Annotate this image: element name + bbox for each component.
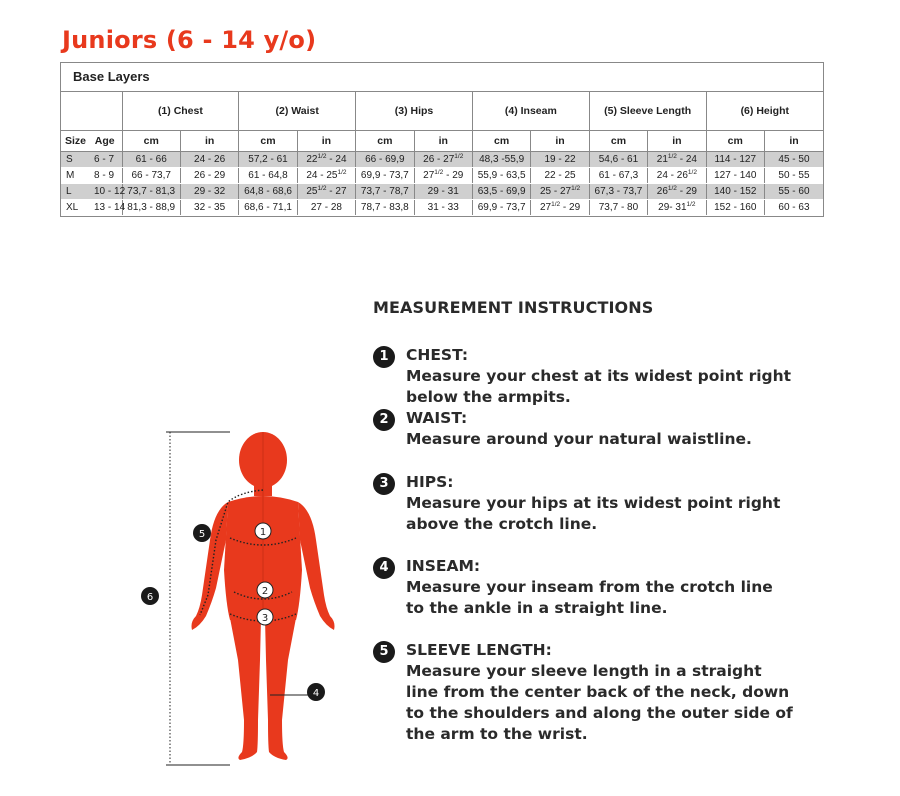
size-age-cell bbox=[61, 167, 122, 183]
instruction-text: Measure around your natural waistline. bbox=[406, 430, 752, 448]
instruction-text: Measure your chest at its widest point right below the armpits. bbox=[406, 367, 792, 406]
instruction-text: Measure your hips at its widest point right above the crotch line. bbox=[406, 494, 781, 533]
age-label: 13 - 14 bbox=[94, 201, 126, 213]
column-chest: (1) Chest bbox=[122, 92, 239, 130]
table-cell: 61 - 66 bbox=[122, 151, 180, 167]
table-cell: 73,7 - 81,3 bbox=[122, 183, 180, 199]
size-header: Size bbox=[65, 134, 87, 147]
measurement-instructions bbox=[373, 298, 793, 766]
instruction-text: Measure your sleeve length in a straight line from the center back of the neck, down to the shoulders and along the outer side of the arm to the wrist. bbox=[406, 662, 793, 743]
age-label: 10 - 12 bbox=[94, 185, 126, 197]
size-age-cell bbox=[61, 151, 122, 167]
size-table bbox=[61, 92, 823, 216]
unit-header-in: in bbox=[764, 130, 823, 151]
size-label: S bbox=[66, 153, 73, 165]
table-cell: $25^{1/2} - 27$ bbox=[297, 183, 355, 199]
column-hips: (3) Hips bbox=[356, 92, 473, 130]
unit-header-in: in bbox=[180, 130, 238, 151]
svg-text:5: 5 bbox=[198, 529, 206, 540]
instruction-item bbox=[373, 408, 793, 450]
table-cell: 67,3 - 73,7 bbox=[589, 183, 647, 199]
marker-5 bbox=[193, 524, 211, 542]
instruction-label: WAIST: bbox=[406, 409, 468, 427]
table-cell: 66 - 73,7 bbox=[122, 167, 180, 183]
table-cell: 32 - 35 bbox=[180, 199, 238, 215]
table-cell: $21^{1/2} - 24$ bbox=[648, 151, 706, 167]
unit-header-cm: cm bbox=[706, 130, 764, 151]
table-cell: 19 - 22 bbox=[531, 151, 589, 167]
instruction-item bbox=[373, 556, 793, 619]
table-cell: 50 - 55 bbox=[764, 167, 823, 183]
table-cell: 64,8 - 68,6 bbox=[239, 183, 297, 199]
table-cell: 81,3 - 88,9 bbox=[122, 199, 180, 215]
instruction-number-badge: 1 bbox=[373, 346, 395, 368]
instruction-item bbox=[373, 472, 793, 535]
svg-text:3: 3 bbox=[261, 613, 269, 624]
marker-1 bbox=[255, 523, 271, 539]
table-cell: $24 - 26^{1/2}$ bbox=[648, 167, 706, 183]
table-cell: 26 - 29 bbox=[180, 167, 238, 183]
table-cell: $26 - 27^{1/2}$ bbox=[414, 151, 472, 167]
instruction-label: SLEEVE LENGTH: bbox=[406, 641, 552, 659]
page-title: Juniors (6 - 14 y/o) bbox=[62, 26, 317, 54]
column-inseam: (4) Inseam bbox=[472, 92, 589, 130]
size-age-cell bbox=[61, 199, 126, 215]
table-cell: 78,7 - 83,8 bbox=[356, 199, 414, 215]
marker-2 bbox=[257, 582, 273, 598]
age-label: 6 - 7 bbox=[94, 153, 115, 165]
size-age-header bbox=[61, 130, 122, 151]
instruction-number-badge: 3 bbox=[373, 473, 395, 495]
age-header: Age bbox=[94, 134, 115, 147]
section-header: Base Layers bbox=[61, 63, 823, 92]
table-cell: 45 - 50 bbox=[764, 151, 823, 167]
table-cell: $24 - 25^{1/2}$ bbox=[297, 167, 355, 183]
instruction-number-badge: 5 bbox=[373, 641, 395, 663]
table-cell: 152 - 160 bbox=[706, 199, 764, 215]
table-cell: 24 - 26 bbox=[180, 151, 238, 167]
instruction-number-badge: 2 bbox=[373, 409, 395, 431]
unit-header-cm: cm bbox=[239, 130, 297, 151]
height-guide bbox=[166, 432, 230, 765]
table-cell: 63,5 - 69,9 bbox=[472, 183, 530, 199]
table-cell: 48,3 -55,9 bbox=[472, 151, 530, 167]
svg-text:4: 4 bbox=[312, 688, 320, 699]
table-row bbox=[61, 151, 823, 167]
size-age-corner bbox=[61, 92, 122, 130]
table-cell: 127 - 140 bbox=[706, 167, 764, 183]
table-cell: 66 - 69,9 bbox=[356, 151, 414, 167]
size-chart-table bbox=[60, 62, 824, 217]
instruction-text: Measure your inseam from the crotch line to the ankle in a straight line. bbox=[406, 578, 773, 617]
table-cell: 22 - 25 bbox=[531, 167, 589, 183]
table-cell: 29- $31^{1/2}$ bbox=[648, 199, 706, 215]
table-cell: 29 - 31 bbox=[414, 183, 472, 199]
marker-4 bbox=[307, 683, 325, 701]
size-label: M bbox=[66, 169, 75, 181]
table-cell: $25 - 27^{1/2}$ bbox=[531, 183, 589, 199]
unit-header-cm: cm bbox=[356, 130, 414, 151]
unit-header-cm: cm bbox=[122, 130, 180, 151]
table-cell: 73,7 - 78,7 bbox=[356, 183, 414, 199]
instruction-number-badge: 4 bbox=[373, 557, 395, 579]
table-cell: 57,2 - 61 bbox=[239, 151, 297, 167]
table-cell: 69,9 - 73,7 bbox=[472, 199, 530, 215]
unit-header-in: in bbox=[414, 130, 472, 151]
table-cell: $26^{1/2} - 29$ bbox=[648, 183, 706, 199]
table-cell: 60 - 63 bbox=[764, 199, 823, 215]
svg-text:2: 2 bbox=[261, 586, 269, 597]
svg-text:6: 6 bbox=[146, 592, 154, 603]
marker-6 bbox=[141, 587, 159, 605]
svg-text:1: 1 bbox=[259, 527, 267, 538]
table-cell: $27^{1/2} - 29$ bbox=[531, 199, 589, 215]
table-cell: 73,7 - 80 bbox=[589, 199, 647, 215]
size-label: L bbox=[66, 185, 72, 197]
table-cell: 31 - 33 bbox=[414, 199, 472, 215]
table-cell: 61 - 67,3 bbox=[589, 167, 647, 183]
instruction-item bbox=[373, 345, 793, 408]
body-measurement-figure bbox=[130, 420, 360, 780]
table-cell: 69,9 - 73,7 bbox=[356, 167, 414, 183]
table-cell: 68,6 - 71,1 bbox=[239, 199, 297, 215]
unit-header-in: in bbox=[531, 130, 589, 151]
table-row bbox=[61, 183, 823, 199]
instruction-label: CHEST: bbox=[406, 346, 469, 364]
table-cell: 55,9 - 63,5 bbox=[472, 167, 530, 183]
table-row bbox=[61, 199, 823, 215]
unit-header-cm: cm bbox=[472, 130, 530, 151]
table-cell: 55 - 60 bbox=[764, 183, 823, 199]
table-cell: 61 - 64,8 bbox=[239, 167, 297, 183]
table-cell: $27^{1/2} - 29$ bbox=[414, 167, 472, 183]
table-cell: 29 - 32 bbox=[180, 183, 238, 199]
table-cell: 54,6 - 61 bbox=[589, 151, 647, 167]
table-cell: 140 - 152 bbox=[706, 183, 764, 199]
instructions-title: MEASUREMENT INSTRUCTIONS bbox=[373, 298, 654, 317]
marker-3 bbox=[257, 609, 273, 625]
unit-header-cm: cm bbox=[589, 130, 647, 151]
instruction-label: HIPS: bbox=[406, 473, 454, 491]
size-label: XL bbox=[66, 201, 79, 213]
unit-header-in: in bbox=[297, 130, 355, 151]
column-height: (6) Height bbox=[706, 92, 823, 130]
table-cell: 27 - 28 bbox=[297, 199, 355, 215]
age-label: 8 - 9 bbox=[94, 169, 115, 181]
size-age-cell bbox=[61, 183, 126, 199]
body-diagram bbox=[130, 420, 360, 780]
unit-header-in: in bbox=[648, 130, 706, 151]
column-waist: (2) Waist bbox=[239, 92, 356, 130]
column-sleeve-length: (5) Sleeve Length bbox=[589, 92, 706, 130]
table-row bbox=[61, 167, 823, 183]
instruction-item bbox=[373, 640, 793, 745]
instruction-label: INSEAM: bbox=[406, 557, 481, 575]
table-cell: $22^{1/2} - 24$ bbox=[297, 151, 355, 167]
table-cell: 114 - 127 bbox=[706, 151, 764, 167]
